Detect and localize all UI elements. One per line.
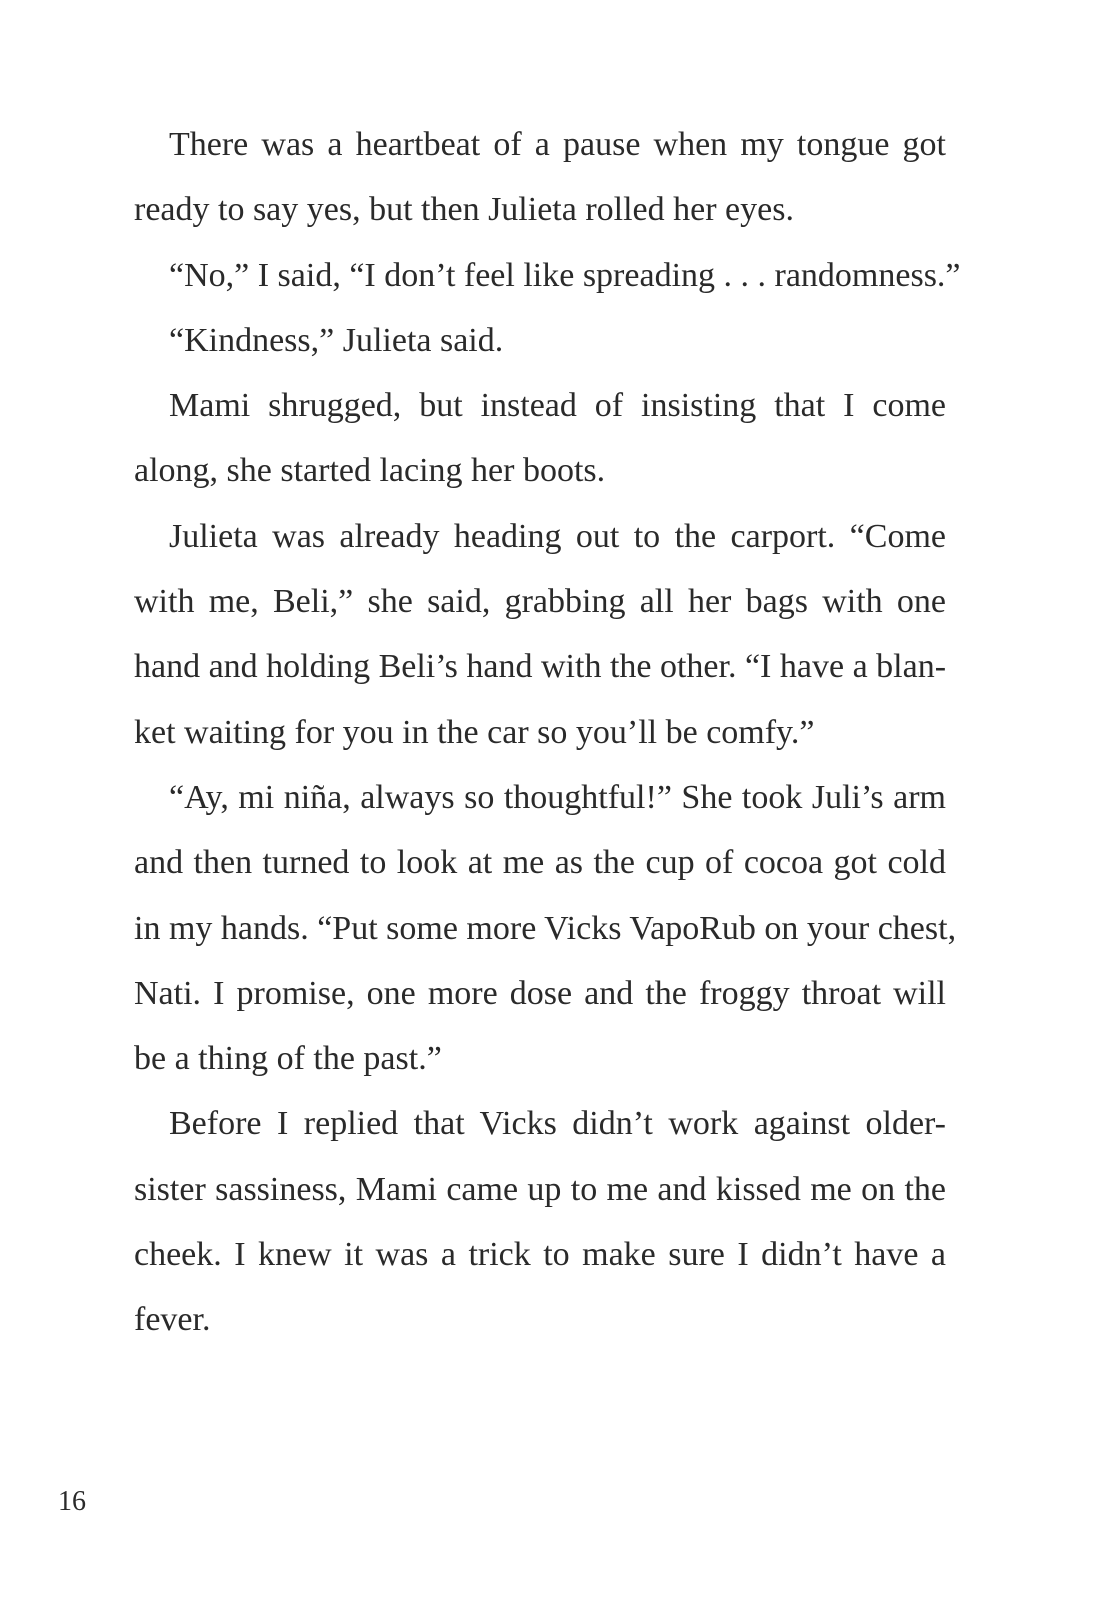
text-line: ready to say yes, but then Julieta rolled her eyes. [134, 191, 794, 229]
text-line: hand and holding Beli’s hand with the other. “I have a blan- [134, 648, 947, 686]
text-line: “Ay, mi niña, always so thoughtful!” She took Juli’s arm [169, 778, 946, 816]
text-line: in my hands. “Put some more Vicks VapoRub on your chest, [134, 909, 957, 947]
text-line: There was a heartbeat of a pause when my tongue got [169, 126, 946, 163]
text-line: Before I replied that Vicks didn’t work against older- [169, 1105, 946, 1143]
text-line: “No,” I said, “I don’t feel like spreading . . . randomness.” [169, 256, 961, 294]
text-line: Mami shrugged, but instead of insisting that I come [169, 387, 946, 425]
text-line: and then turned to look at me as the cup of cocoa got cold [134, 844, 946, 882]
text-line: sister sassiness, Mami came up to me and kissed me on the [134, 1170, 946, 1208]
text-line: ket waiting for you in the car so you’ll be comfy.” [134, 713, 815, 751]
page-number: 16 [58, 1486, 86, 1517]
text-line: cheek. I knew it was a trick to make sure I didn’t have a [134, 1236, 946, 1274]
body-text [134, 112, 961, 1353]
text-line: along, she started lacing her boots. [134, 452, 606, 490]
text-line: Nati. I promise, one more dose and the froggy throat will [134, 974, 946, 1012]
text-line: with me, Beli,” she said, grabbing all her bags with one [134, 583, 946, 621]
text-line: “Kindness,” Julieta said. [169, 321, 504, 359]
text-line: Julieta was already heading out to the carport. “Come [169, 517, 946, 555]
text-line: be a thing of the past.” [134, 1040, 442, 1078]
text-line: fever. [134, 1301, 211, 1339]
